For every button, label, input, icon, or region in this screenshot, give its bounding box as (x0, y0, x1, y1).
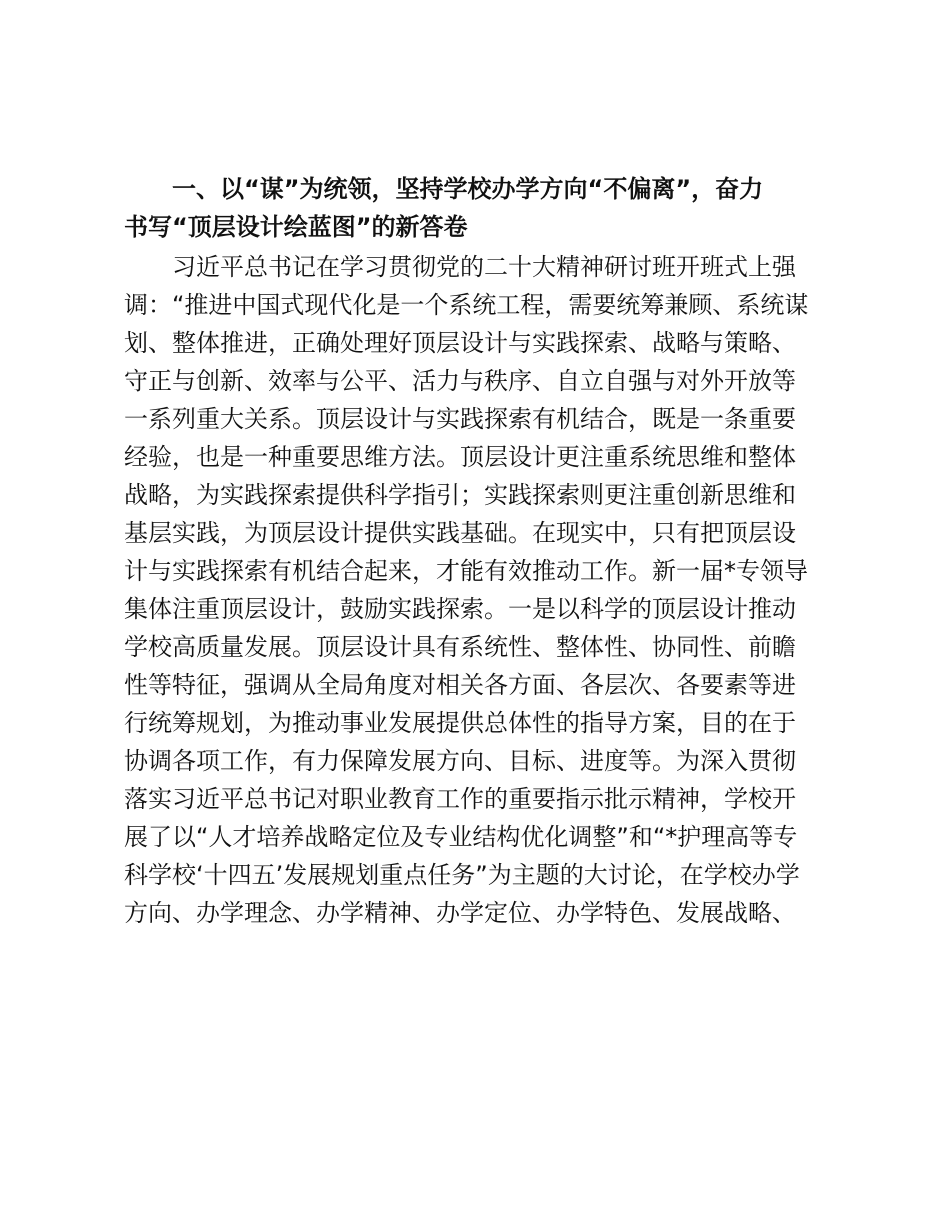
paragraph-line: 调：“推进中国式现代化是一个系统工程，需要统筹兼顾、系统谋 (124, 291, 809, 319)
section-heading (124, 170, 834, 246)
paragraph-line: 习近平总书记在学习贯彻党的二十大精神研讨班开班式上强 (172, 253, 796, 281)
paragraph-line: 学校高质量发展。顶层设计具有系统性、整体性、协同性、前瞻 (124, 633, 796, 661)
paragraph-line: 战略，为实践探索提供科学指引；实践探索则更注重创新思维和 (124, 481, 796, 509)
paragraph-line: 落实习近平总书记对职业教育工作的重要指示批示精神，学校开 (124, 785, 796, 813)
paragraph-line: 协调各项工作，有力保障发展方向、目标、进度等。为深入贯彻 (124, 747, 796, 775)
paragraph-line: 基层实践，为顶层设计提供实践基础。在现实中，只有把顶层设 (124, 519, 796, 547)
paragraph-line: 经验，也是一种重要思维方法。顶层设计更注重系统思维和整体 (124, 443, 796, 471)
paragraph-line: 行统筹规划，为推动事业发展提供总体性的指导方案，目的在于 (124, 709, 796, 737)
paragraph-line: 展了以“人才培养战略定位及专业结构优化调整”和“*护理高等专 (124, 823, 798, 851)
body-paragraph (124, 248, 834, 932)
heading-line: 书写“顶层设计绘蓝图”的新答卷 (124, 213, 468, 241)
paragraph-line: 守正与创新、效率与公平、活力与秩序、自立自强与对外开放等 (124, 367, 796, 395)
paragraph-line: 方向、办学理念、办学精神、办学定位、办学特色、发展战略、 (124, 899, 796, 927)
paragraph-line: 计与实践探索有机结合起来，才能有效推动工作。新一届*专领导 (124, 557, 808, 585)
paragraph-line: 一系列重大关系。顶层设计与实践探索有机结合，既是一条重要 (124, 405, 796, 433)
paragraph-line: 科学校‘十四五’发展规划重点任务”为主题的大讨论，在学校办学 (124, 861, 800, 889)
heading-line: 一、以“谋”为统领，坚持学校办学方向“不偏离”，奋力 (172, 175, 764, 203)
paragraph-line: 集体注重顶层设计，鼓励实践探索。一是以科学的顶层设计推动 (124, 595, 796, 623)
paragraph-line: 划、整体推进，正确处理好顶层设计与实践探索、战略与策略、 (124, 329, 796, 357)
paragraph-line: 性等特征，强调从全局角度对相关各方面、各层次、各要素等进 (124, 671, 796, 699)
